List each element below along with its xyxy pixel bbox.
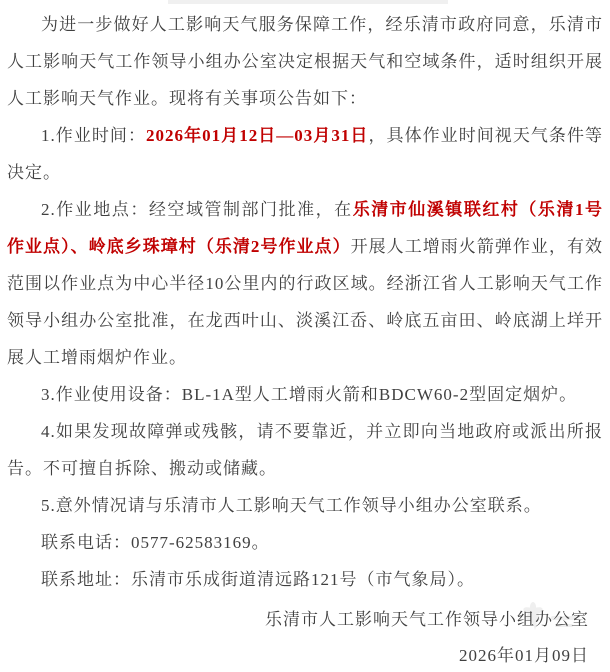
item-location-prefix: 2.作业地点：经空域管制部门批准，在 [41,200,353,219]
date-line: 2026年01月09日 [459,646,589,665]
item-location-highlight: 乐清市仙溪镇联红村（乐清1号作业点）、岭底乡珠璋村（乐清2号作业点） [7,200,604,256]
item-location-suffix: 开展人工增雨火箭弹作业，有效范围以作业点为中心半径10公里内的行政区域。经浙江省人工影响天气工作领导小组办公室批准，在龙西叶山、淡溪江岙、岭底五亩田、岭底湖上垟开展人工增雨烟炉作业。 [7,237,604,367]
signature-line: 乐清市人工影响天气工作领导小组办公室 [265,610,589,629]
item-time-highlight: 2026年01月12日—03月31日 [146,126,369,145]
contact-phone-line: 联系电话：0577-62583169。 [41,533,270,552]
item-paragraph-safety: 4.如果发现故障弹或残骸，请不要靠近，并立即向当地政府或派出所报告。不可擅自拆除、搬动或储藏。 [7,422,603,478]
item-paragraph-contact: 5.意外情况请与乐清市人工影响天气工作领导小组办公室联系。 [41,496,542,515]
contact-address-line: 联系地址：乐清市乐成街道清远路121号（市气象局）。 [41,570,475,589]
item-paragraph-time [7,117,603,191]
item-paragraph-location [7,191,603,376]
item-time-suffix: ，具体作业时间视天气条件等决定。 [7,126,604,182]
item-time-prefix: 1.作业时间： [41,126,147,145]
intro-paragraph: 为进一步做好人工影响天气服务保障工作，经乐清市政府同意，乐清市人工影响天气工作领导小组办公室决定根据天气和空域条件，适时组织开展人工影响天气作业。现将有关事项公告如下： [7,15,603,108]
item-paragraph-equipment: 3.作业使用设备：BL-1A型人工增雨火箭和BDCW60-2型固定烟炉。 [41,385,578,404]
top-edge-artifact [168,0,448,4]
